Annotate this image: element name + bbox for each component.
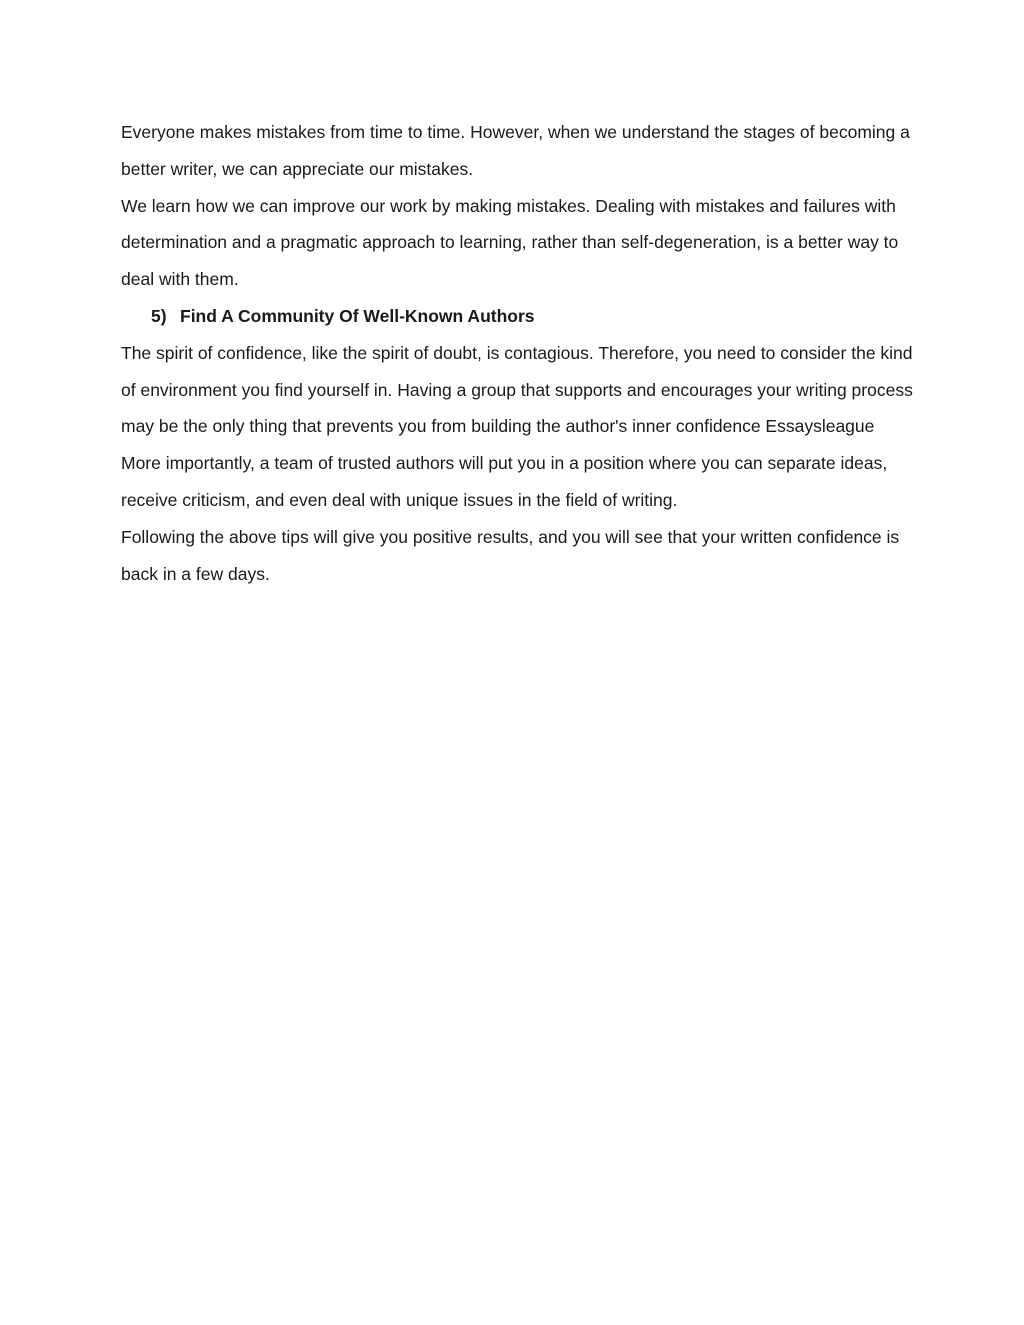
heading-text: Find A Community Of Well-Known Authors bbox=[180, 305, 535, 326]
document-body bbox=[121, 114, 921, 592]
paragraph-trusted-authors: More importantly, a team of trusted authors will put you in a position where you can separate ideas, receive criticism, and even deal with unique issues in the field of writing. bbox=[121, 453, 888, 510]
paragraph-spirit-of-confidence: The spirit of confidence, like the spirit of doubt, is contagious. Therefore, you need to consider the kind of environment you find yourself in. Having a group that supports and encourages your writing process may be the only thing that prevents you from building the author's inner confidence Essaysleague bbox=[121, 342, 913, 437]
section-heading bbox=[121, 298, 921, 335]
paragraph-conclusion: Following the above tips will give you positive results, and you will see that your written confidence is back in a few days. bbox=[121, 526, 900, 584]
paragraph-mistakes-intro: Everyone makes mistakes from time to time. However, when we understand the stages of becoming a better writer, we can appreciate our mistakes. bbox=[121, 122, 910, 179]
heading-number: 5) bbox=[151, 305, 167, 326]
paragraph-learning-from-mistakes: We learn how we can improve our work by making mistakes. Dealing with mistakes and failures with determination and a pragmatic approach to learning, rather than self-degeneration, is a better way to deal with them. bbox=[121, 195, 899, 290]
